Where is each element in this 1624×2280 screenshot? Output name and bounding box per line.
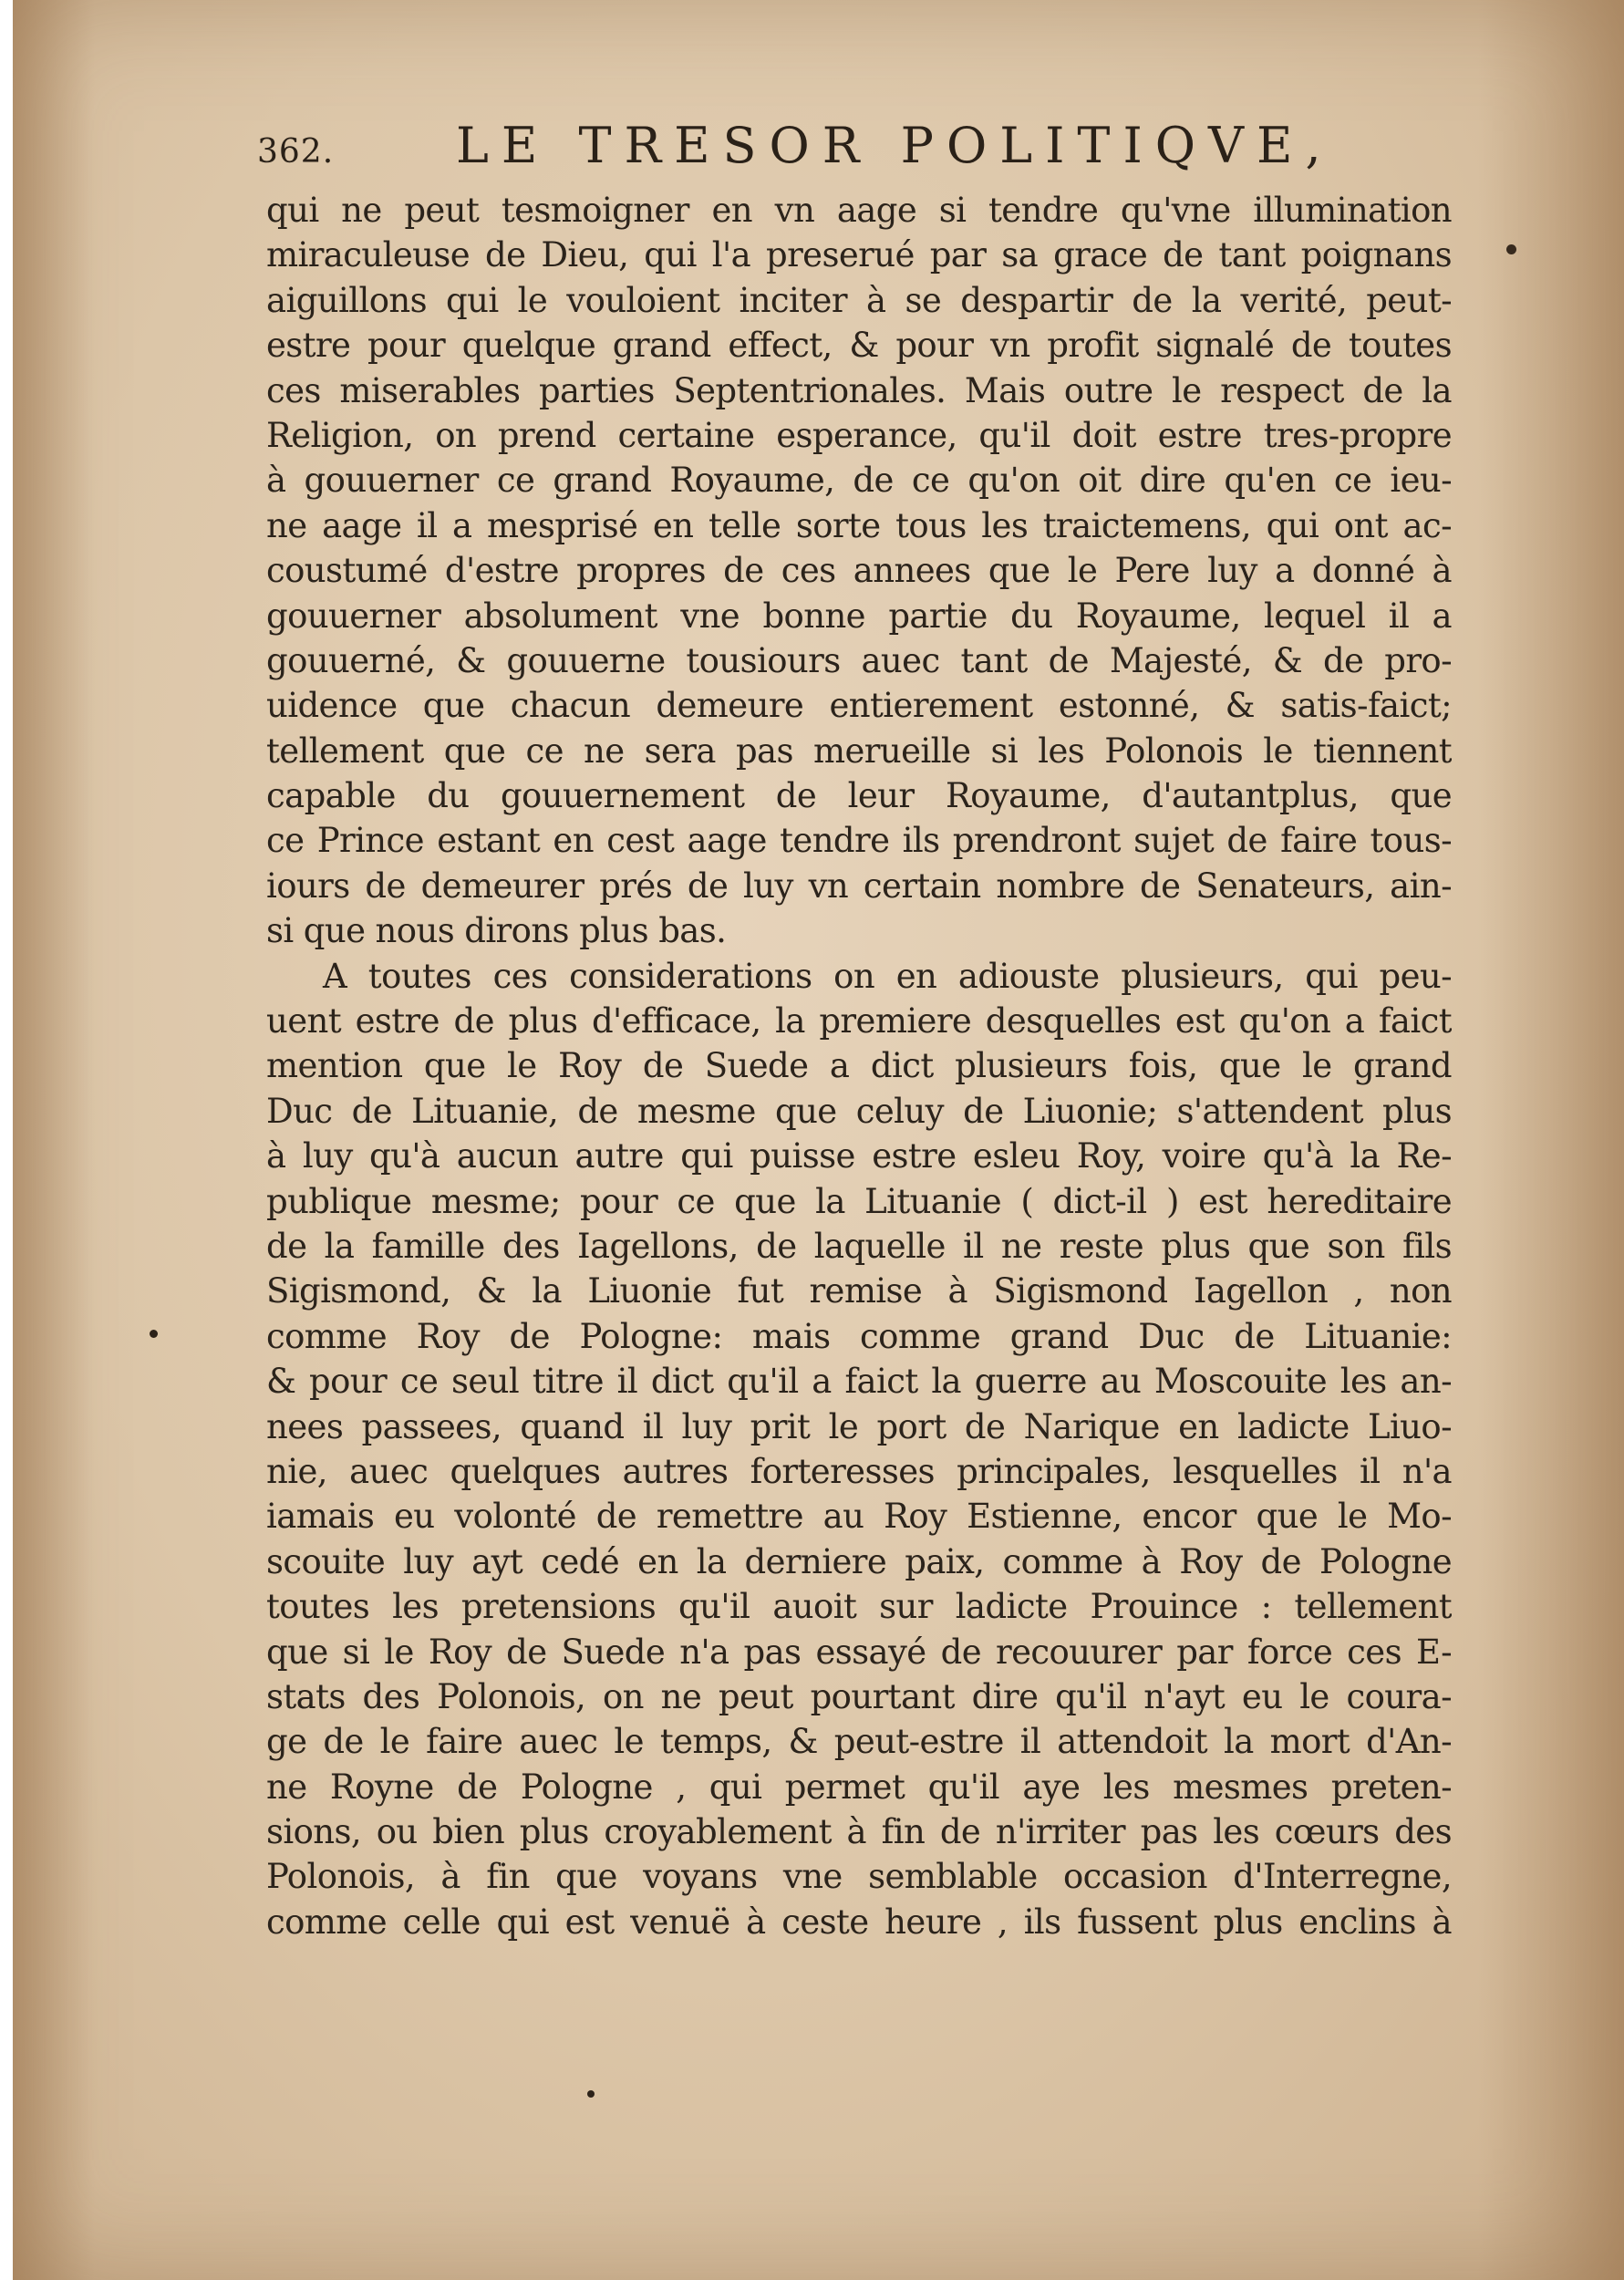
ink-speck (150, 1330, 158, 1338)
text-line: que si le Roy de Suede n'a pas essayé de recouurer par force ces E- (266, 1632, 1452, 1672)
text-line: publique mesme; pour ce que la Lituanie ( dict-il ) est hereditaire (266, 1181, 1452, 1221)
text-line: ne Royne de Pologne , qui permet qu'il aye les mesmes preten- (266, 1767, 1452, 1807)
text-line: uent estre de plus d'efficace, la premiere desquelles est qu'on a faict (266, 1001, 1452, 1042)
text-line: Sigismond, & la Liuonie fut remise à Sigismond Iagellon , non (266, 1271, 1452, 1311)
running-head (257, 117, 1443, 181)
text-line: & pour ce seul titre il dict qu'il a faict la guerre au Moscouite les an- (266, 1362, 1452, 1402)
text-line: qui ne peut tesmoigner en vn aage si tendre qu'vne illumination (266, 191, 1452, 230)
text-line: gouuerner absolument vne bonne partie du Royaume, lequel il a (266, 596, 1452, 636)
text-line: estre pour quelque grand effect, & pour vn profit signalé de toutes (266, 326, 1452, 366)
book-page (13, 0, 1624, 2280)
text-line: Religion, on prend certaine esperance, qu'il doit estre tres-propre (266, 415, 1452, 455)
page-number: 362. (257, 133, 335, 171)
text-line: comme celle qui est venuë à ceste heure , ils fussent plus enclins à (266, 1902, 1452, 1942)
text-line: nie, auec quelques autres forteresses principales, lesquelles il n'a (266, 1451, 1452, 1491)
text-line: à gouuerner ce grand Royaume, de ce qu'on oit dire qu'en ce ieu- (266, 461, 1452, 501)
text-line: à luy qu'à aucun autre qui puisse estre esleu Roy, voire qu'à la Re- (266, 1136, 1452, 1176)
body-text (266, 188, 1452, 1944)
text-line: gouuerné, & gouuerne tousiours auec tant de Majesté, & de pro- (266, 640, 1452, 680)
text-line: ne aage il a mesprisé en telle sorte tous les traictemens, qui ont ac- (266, 505, 1452, 545)
text-line: nees passees, quand il luy prit le port de Narique en ladicte Liuo- (266, 1406, 1452, 1446)
text-line: Polonois, à fin que voyans vne semblable occasion d'Interregne, (266, 1857, 1452, 1897)
text-line: toutes les pretensions qu'il auoit sur ladicte Prouince : tellement (266, 1587, 1452, 1627)
text-line: coustumé d'estre propres de ces annees que le Pere luy a donné à (266, 551, 1452, 591)
text-line: sions, ou bien plus croyablement à fin de n'irriter pas les cœurs des (266, 1812, 1452, 1852)
text-line: ce Prince estant en cest aage tendre ils prendront sujet de faire tous- (266, 821, 1452, 861)
text-line: miraculeuse de Dieu, qui l'a preserué par sa grace de tant poignans (266, 235, 1452, 275)
text-line: capable du gouuernement de leur Royaume, d'autantplus, que (266, 776, 1452, 816)
text-line: si que nous dirons plus bas. (266, 911, 727, 951)
paragraph-start-line: A toutes ces considerations on en adiouste plusieurs, qui peu- (323, 956, 1452, 996)
ink-speck (1506, 244, 1516, 254)
text-line: Duc de Lituanie, de mesme que celuy de Liuonie; s'attendent plus (266, 1091, 1452, 1131)
text-line: comme Roy de Pologne: mais comme grand Duc de Lituanie: (266, 1316, 1452, 1356)
text-line: aiguillons qui le vouloient inciter à se despartir de la verité, peut- (266, 280, 1452, 320)
ink-speck (587, 2090, 595, 2098)
text-line: scouite luy ayt cedé en la derniere paix, comme à Roy de Pologne (266, 1541, 1452, 1581)
text-line: iamais eu volonté de remettre au Roy Estienne, encor que le Mo- (266, 1497, 1452, 1537)
text-line: stats des Polonois, on ne peut pourtant dire qu'il n'ayt eu le coura- (266, 1676, 1452, 1716)
text-line: mention que le Roy de Suede a dict plusieurs fois, que le grand (266, 1046, 1452, 1086)
text-line: uidence que chacun demeure entierement estonné, & satis-faict; (266, 686, 1452, 726)
running-title: LE TRESOR POLITIQVE, (456, 117, 1334, 174)
text-line: tellement que ce ne sera pas merueille si les Polonois le tiennent (266, 731, 1452, 771)
text-line: ces miserables parties Septentrionales. Mais outre le respect de la (266, 370, 1452, 410)
text-line: iours de demeurer prés de luy vn certain nombre de Senateurs, ain- (266, 865, 1452, 906)
text-line: de la famille des Iagellons, de laquelle il ne reste plus que son fils (266, 1226, 1452, 1266)
text-line: ge de le faire auec le temps, & peut-estre il attendoit la mort d'An- (266, 1722, 1452, 1762)
